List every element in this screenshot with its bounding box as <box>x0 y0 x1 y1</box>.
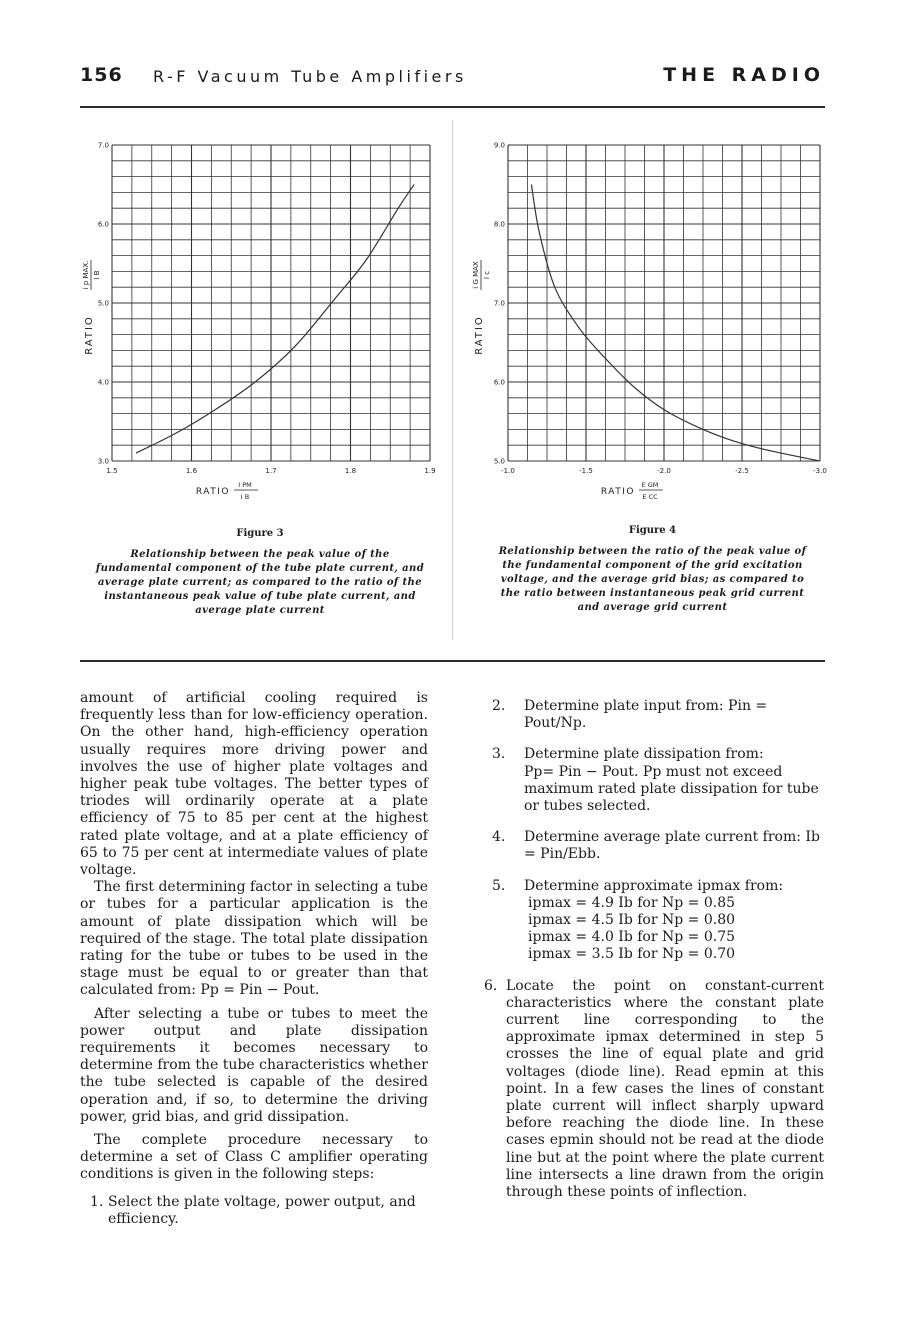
step-5-formula-1: ipmax = 4.9 Ib for Np = 0.85 <box>528 894 736 911</box>
paragraph-tube-selection: After selecting a tube or tubes to meet the power output and plate dissipation requirements it becomes necessary to determine from the tube characteristics whether the tube selected is capable of the desired operation and, if so, to determine the driving power, grid bias, and grid dissipation. <box>80 1005 428 1125</box>
step-5 <box>492 878 824 964</box>
step-6-text: Locate the point on constant-current characteristics where the constant plate current line corresponding to the approximate ipmax determined in step 5 crosses the line of equal plate and grid voltages (diode line). Read epmin at this point. In a few cases the lines of constant plate current will inflect sharply upward before reaching the diode line. In these cases epmin should not be read at the diode line but at the point where the plate current line intersects a line drawn from the origin through these points of inflection. <box>506 977 824 1201</box>
figure-3-caption: Relationship between the peak value of the fundamental component of the tube plate current, and average plate current; as compared to the ratio of the instantaneous peak value of tube plate current, and average plate current <box>95 549 425 616</box>
y-ratio-numerator: i G MAX <box>472 261 480 289</box>
x-tick-label: 1.5 <box>106 467 118 475</box>
step-4 <box>492 829 824 863</box>
step-5-formula-2: ipmax = 4.5 Ib for Np = 0.80 <box>528 912 736 929</box>
x-tick-label: -1.5 <box>579 467 593 475</box>
page-header <box>80 64 825 94</box>
x-ratio-denominator: E CC <box>642 493 658 501</box>
step-5-text <box>524 878 824 964</box>
step-4-number: 4. <box>492 829 506 846</box>
x-ratio-denominator: I B <box>240 493 250 501</box>
x-axis-label-text: RATIO <box>600 487 635 497</box>
step-2-text: Determine plate input from: Pin = Pout/Np. <box>524 698 768 732</box>
figures-rule <box>80 660 825 662</box>
step-1-text: Select the plate voltage, power output, and efficiency. <box>108 1193 416 1227</box>
x-tick-label: -2.5 <box>735 467 749 475</box>
x-tick-label: 1.9 <box>424 467 436 475</box>
step-5-formula-4: ipmax = 3.5 Ib for Np = 0.70 <box>528 946 736 963</box>
paragraph-dissipation-text: The first determining factor in selecting a tube or tubes for a particular application is the amount of plate dissipation which will be required of the stage. The total plate dissipation rating for the tube or tubes to be used in the stage must be equal to or greater than that calculated from: <box>80 879 428 999</box>
x-ratio-numerator: E GM <box>641 481 659 489</box>
y-tick-label: 3.0 <box>97 457 109 466</box>
step-2 <box>492 698 824 732</box>
y-axis-label-text: RATIO <box>474 315 485 355</box>
y-tick-label: 4.0 <box>97 378 109 387</box>
y-tick-label: 6.0 <box>97 220 109 229</box>
figure-3-chart <box>70 135 436 505</box>
step-3-formula: Pp= Pin − Pout. Pp must not exceed maximum rated plate dissipation for tube or tubes selected. <box>524 763 819 815</box>
y-axis-label-text: RATIO <box>84 315 95 355</box>
figure-4-title: Figure 4 <box>628 525 677 536</box>
step-3-text <box>524 746 824 815</box>
paragraph-dissipation <box>80 879 428 999</box>
y-tick-label: 7.0 <box>493 299 505 308</box>
step-5-intro: Determine approximate ipmax from: <box>524 877 784 894</box>
paragraph-procedure: The complete procedure necessary to determine a set of Class C amplifier operating conditions is given in the following steps: <box>80 1132 428 1183</box>
left-column <box>80 690 428 1242</box>
y-ratio-denominator: I c <box>483 270 491 280</box>
step-1-number: 1. <box>90 1193 104 1210</box>
y-ratio-denominator: I B <box>93 270 101 280</box>
step-5-number: 5. <box>492 877 506 894</box>
x-tick-label: 1.8 <box>344 467 357 475</box>
step-5-formula-3: ipmax = 4.0 Ib for Np = 0.75 <box>528 929 736 946</box>
step-2-number: 2. <box>492 698 506 714</box>
step-1 <box>80 1194 428 1228</box>
formula-plate-dissipation: Pp = Pin − Pout. <box>200 982 320 999</box>
y-tick-label: 8.0 <box>493 220 505 229</box>
right-column <box>484 698 824 1215</box>
x-ratio-numerator: I PM <box>238 481 252 489</box>
x-tick-label: 1.6 <box>185 467 198 475</box>
journal-title: THE RADIO <box>663 64 825 86</box>
y-tick-label: 5.0 <box>97 299 109 308</box>
step-3-intro: Determine plate dissipation from: <box>524 746 764 763</box>
step-6 <box>484 978 824 1202</box>
figure-4-chart <box>470 135 827 505</box>
paragraph-cooling: amount of artificial cooling required is frequently less than for low-efficiency operation. On the other hand, high-efficiency operation usually requires more driving power and involves the use of higher plate voltages and higher peak tube voltages. The better types of triodes will ordinarily operate at a plate efficiency of 75 to 85 per cent at the highest rated plate voltage, and at a plate efficiency of 65 to 75 per cent at intermediate values of plate voltage. <box>80 690 428 879</box>
figure-4-x-axis-label <box>601 481 663 501</box>
x-tick-label: -3.0 <box>813 467 827 475</box>
y-tick-label: 9.0 <box>493 141 505 150</box>
figure-4-y-axis-label <box>472 260 491 355</box>
figure-3-x-axis-label <box>196 481 258 501</box>
running-title: R-F Vacuum Tube Amplifiers <box>153 67 467 86</box>
y-tick-label: 7.0 <box>97 141 109 150</box>
header-rule <box>80 106 825 108</box>
figure-3-title: Figure 3 <box>236 528 284 539</box>
figure-4-curve <box>531 185 820 462</box>
step-6-number: 6. <box>484 977 498 994</box>
x-tick-label: 1.7 <box>265 467 277 475</box>
y-ratio-numerator: i p MAX. <box>82 260 90 290</box>
page-number: 156 <box>80 64 123 86</box>
x-tick-label: -2.0 <box>657 467 671 475</box>
x-tick-label: -1.0 <box>501 467 515 475</box>
figure-4-caption: Relationship between the ratio of the peak value of the fundamental component of the grid excitation voltage, and the average grid bias; as compared to the ratio between instantaneous peak grid current and average grid current <box>498 546 807 613</box>
y-tick-label: 5.0 <box>493 457 505 466</box>
x-axis-label-text: RATIO <box>195 487 230 497</box>
step-3-number: 3. <box>492 746 506 763</box>
y-tick-label: 6.0 <box>493 378 505 387</box>
step-3 <box>492 746 824 815</box>
column-divider <box>452 120 453 640</box>
step-4-text: Determine average plate current from: Ib = Pin/Ebb. <box>524 829 820 863</box>
